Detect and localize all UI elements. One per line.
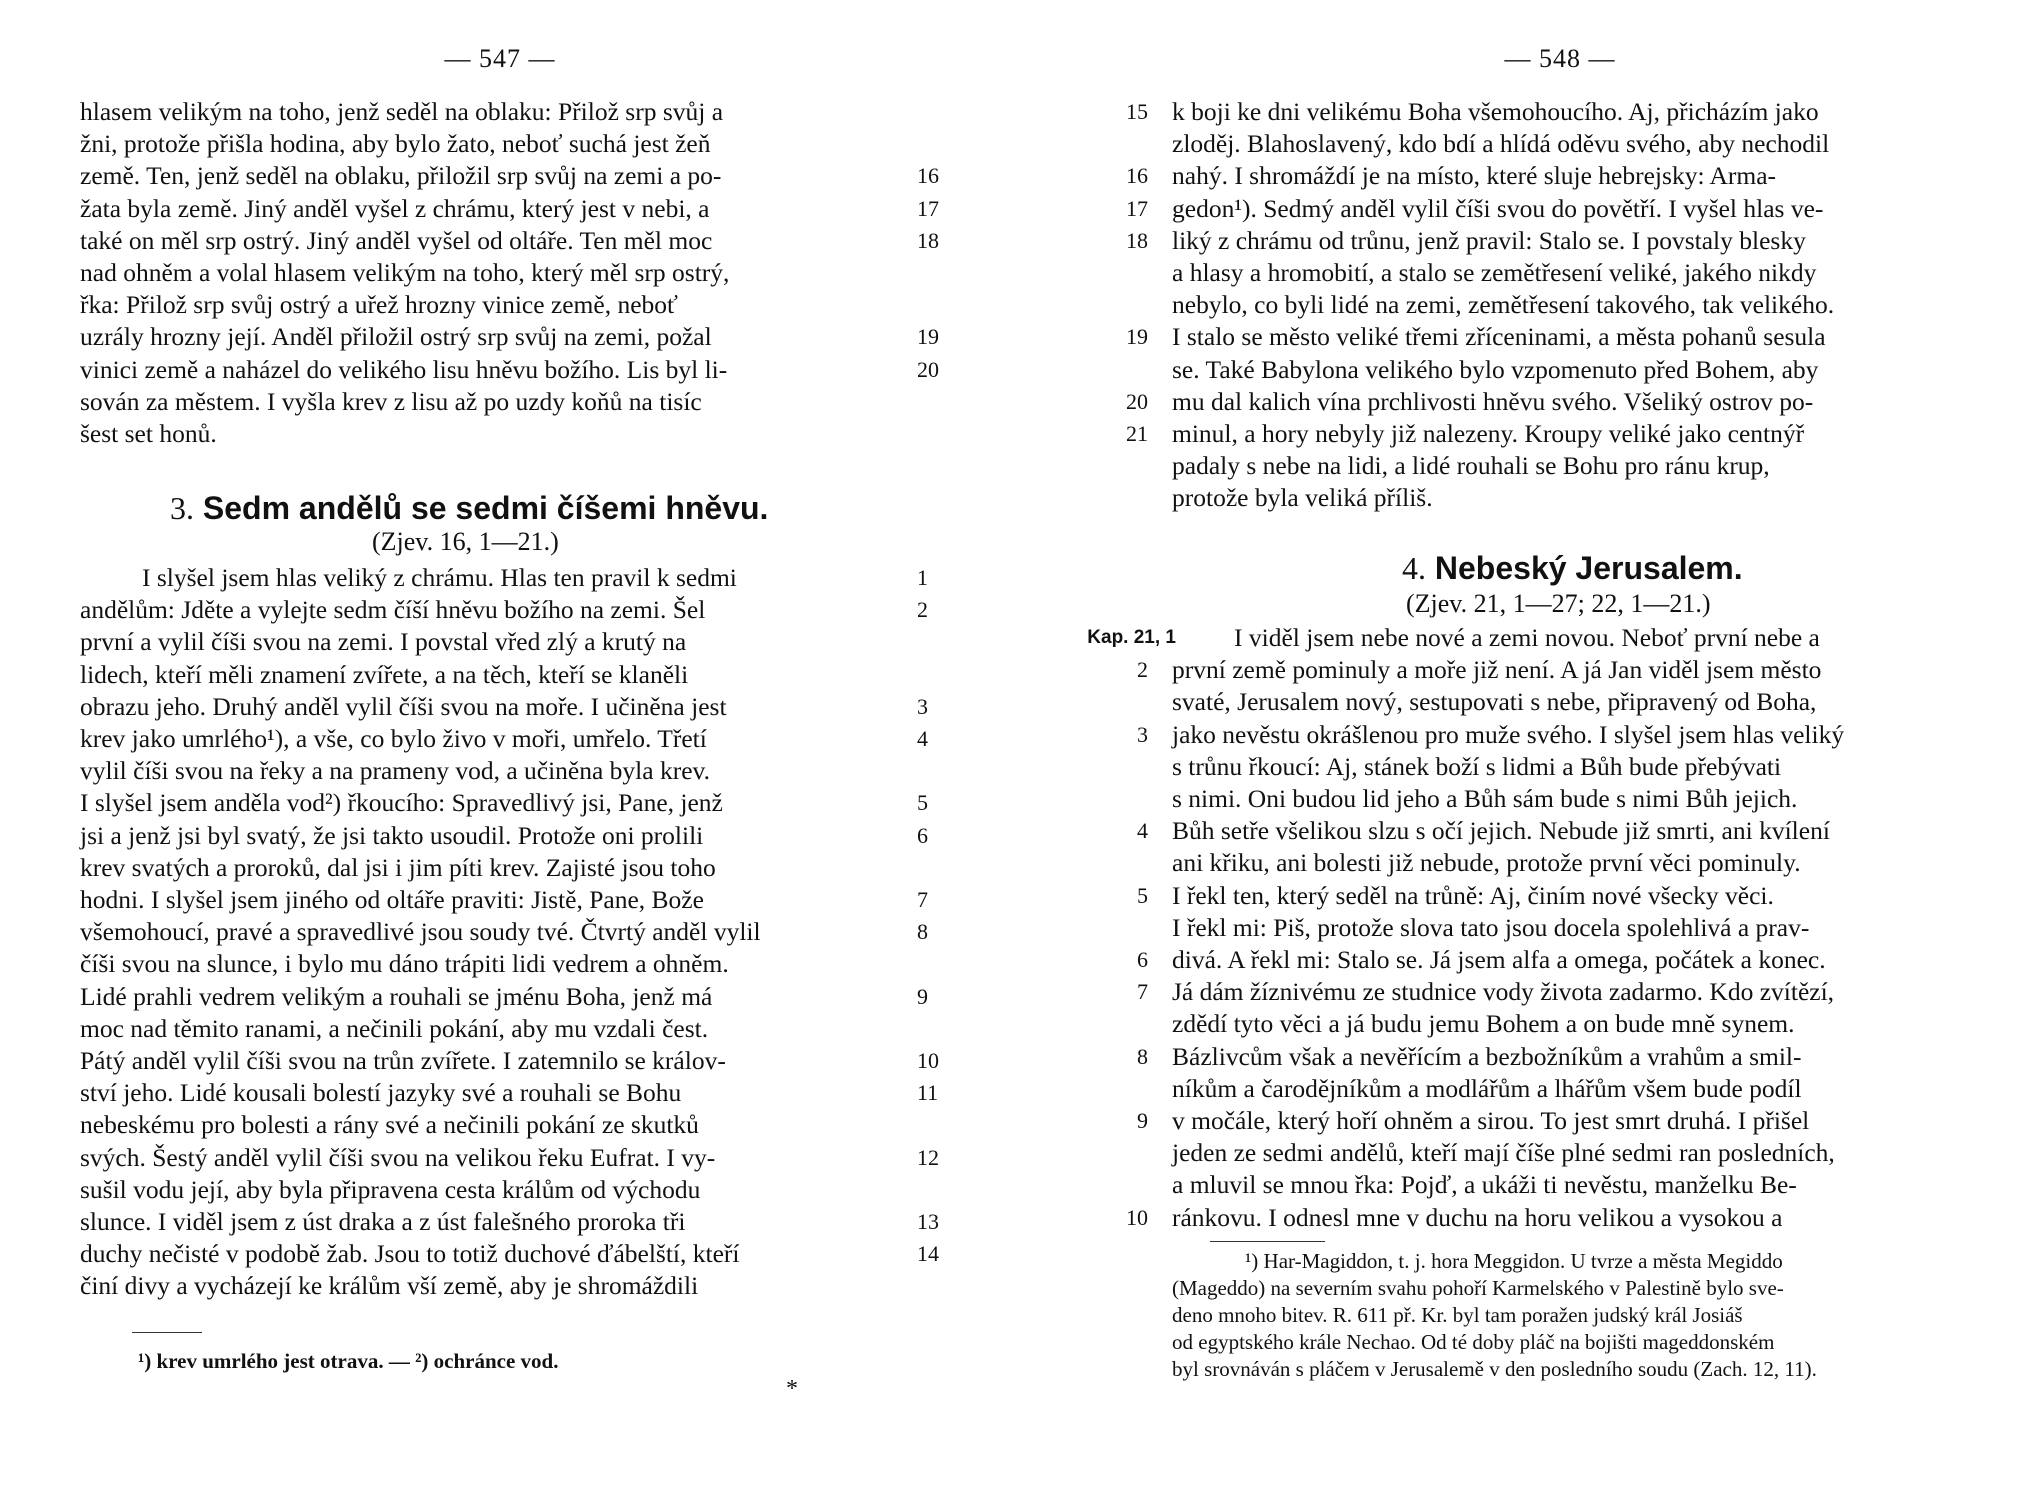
verse-number: 8	[917, 919, 928, 945]
chapter-marker: Kap. 21, 1	[1087, 627, 1176, 648]
text-line: ránkovu. I odnesl mne v duchu na horu velikou a vysokou a	[1172, 1202, 1783, 1232]
text-line: níkům a čarodějníkům a modlářům a lhářům všem bude podíl	[1172, 1073, 1802, 1103]
text-line: nahý. I shromáždí je na místo, které sluje hebrejsky: Arma-	[1172, 161, 1777, 191]
verse-number: 7	[1137, 979, 1148, 1005]
verse-number: 18	[917, 227, 939, 253]
right-page	[1010, 0, 2020, 1500]
text-line: nebeskému pro bolesti a rány své a nečinili pokání ze skutků	[80, 1110, 699, 1140]
verse-number: 12	[917, 1144, 939, 1170]
text-line: nebylo, co byli lidé na zemi, zemětřesení takového, tak velikého.	[1172, 290, 1835, 320]
verse-number: 16	[1126, 163, 1148, 189]
verse-number: 19	[1126, 324, 1148, 350]
verse-number: 13	[917, 1209, 939, 1234]
text-line: číši svou na slunce, i bylo mu dáno trápiti lidi vedrem a ohněm.	[80, 949, 729, 979]
text-line: mu dal kalich vína prchlivosti hněvu svého. Všeliký ostrov po-	[1172, 386, 1814, 416]
text-line: krev jako umrlého¹), a vše, co bylo živo v moři, umřelo. Třetí	[80, 724, 707, 753]
text-line: země. Ten, jenž seděl na oblaku, přiložil srp svůj na zemi a po-	[80, 161, 722, 191]
text-line: protože byla veliká příliš.	[1172, 483, 1433, 513]
section-subheading: (Zjev. 16, 1—21.)	[372, 527, 559, 556]
text-line: jsi a jenž jsi byl svatý, že jsi takto usoudil. Protože oni prolili	[80, 820, 704, 850]
text-line: řka: Přilož srp svůj ostrý a uřež hrozny vinice země, neboť	[80, 290, 678, 320]
verse-number: 14	[917, 1241, 939, 1267]
text-line: slunce. I viděl jsem z úst draka a z úst falešného proroka tři	[80, 1207, 686, 1236]
page-number-548: — 548 —	[1504, 44, 1616, 73]
verse-number: 8	[1137, 1043, 1148, 1069]
text-line: I slyšel jsem hlas veliký z chrámu. Hlas ten pravil k sedmi	[142, 563, 737, 592]
verse-number: 21	[1126, 421, 1148, 446]
text-line: divá. A řekl mi: Stalo se. Já jsem alfa a omega, počátek a konec.	[1172, 945, 1826, 974]
text-line: žni, protože přišla hodina, aby bylo žato, neboť suchá jest žeň	[80, 129, 711, 159]
section-subheading: (Zjev. 21, 1—27; 22, 1—21.)	[1406, 589, 1711, 618]
verse-number: 6	[1137, 947, 1148, 972]
text-line: hlasem velikým na toho, jenž seděl na oblaku: Přilož srp svůj a	[80, 97, 724, 126]
text-line: v močále, který hoří ohněm a sirou. To jest smrt druhá. I přišel	[1172, 1106, 1810, 1135]
verse-number: 20	[1126, 388, 1148, 414]
text-line: také on měl srp ostrý. Jiný anděl vyšel od oltáře. Ten měl moc	[80, 225, 713, 255]
text-line: Lidé prahli vedrem velikým a rouhali se jménu Boha, jenž má	[80, 981, 713, 1011]
footnote-rule	[1210, 1241, 1325, 1242]
verse-number: 10	[917, 1048, 939, 1073]
footnote-line: deno mnoho bitev. R. 611 př. Kr. byl tam poražen judský král Josiáš	[1172, 1303, 1743, 1327]
text-line: obrazu jeho. Druhý anděl vylil číši svou na moře. I učiněna jest	[80, 691, 727, 721]
verse-number: 10	[1126, 1204, 1148, 1230]
verse-number: 15	[1126, 99, 1148, 124]
footnote-left: ¹) krev umrlého jest otrava. — ²) ochránce vod.	[138, 1349, 559, 1373]
text-line: nad ohněm a volal hlasem velikým na toho, který měl srp ostrý,	[80, 258, 730, 287]
verse-number: 1	[917, 565, 928, 590]
verse-number: 9	[917, 983, 928, 1009]
text-line: jeden ze sedmi andělů, kteří mají číše plné sedmi ran posledních,	[1172, 1138, 1835, 1168]
verse-number: 11	[917, 1080, 939, 1106]
text-line: I viděl jsem nebe nové a zemi novou. Neboť první nebe a	[1234, 623, 1820, 652]
verse-number: 17	[917, 195, 939, 221]
text-line: moc nad těmito ranami, a nečinili pokání, aby mu vzdali čest.	[80, 1013, 709, 1043]
text-line: žata byla země. Jiný anděl vyšel z chrámu, který jest v nebi, a	[80, 193, 710, 223]
text-line: lidech, kteří měli znamení zvířete, a na těch, kteří se klaněli	[80, 659, 689, 689]
text-line: první země pominuly a moře již není. A já Jan viděl jsem město	[1172, 655, 1822, 685]
page-number-547: — 547 —	[444, 44, 556, 73]
text-line: ství jeho. Lidé kousali bolestí jazyky své a rouhali se Bohu	[80, 1078, 682, 1108]
text-line: minul, a hory nebyly již nalezeny. Kroupy veliké jako centnýř	[1172, 419, 1805, 448]
text-line: Bázlivcům však a nevěřícím a bezbožníkům a vrahům a smil-	[1172, 1041, 1802, 1071]
verse-number: 9	[1137, 1108, 1148, 1133]
verse-number: 5	[1137, 882, 1148, 908]
text-line: andělům: Jděte a vylejte sedm číší hněvu božího na zemi. Šel	[80, 595, 706, 625]
heading-title: Sedm andělů se sedmi číšemi hněvu.	[202, 490, 769, 526]
verse-number: 6	[917, 822, 928, 848]
verse-number: 19	[917, 324, 939, 350]
text-line: zloděj. Blahoslavený, kdo bdí a hlídá oděvu svého, aby nechodil	[1172, 129, 1830, 159]
verse-number: 2	[917, 597, 928, 623]
verse-number: 2	[1137, 657, 1148, 683]
text-line: svých. Šestý anděl vylil číši svou na velikou řeku Eufrat. I vy-	[80, 1142, 716, 1172]
text-line: a mluvil se mnou řka: Pojď, a ukáži ti nevěstu, manželku Be-	[1172, 1170, 1797, 1200]
text-line: Bůh setře všelikou slzu s očí jejich. Nebude již smrti, ani kvílení	[1172, 816, 1830, 846]
text-line: Já dám žíznivému ze studnice vody života zadarmo. Kdo zvítězí,	[1172, 977, 1835, 1007]
footnote-line: ¹) Har-Magiddon, t. j. hora Meggidon. U tvrze a města Megiddo	[1245, 1249, 1783, 1273]
text-line: první a vylil číši svou na zemi. I povstal vřed zlý a krutý na	[80, 627, 687, 657]
text-line: krev svatých a proroků, dal jsi i jim píti krev. Zajisté jsou toho	[80, 852, 716, 882]
section-heading-3	[170, 488, 768, 528]
page-end-star: *	[786, 1376, 798, 1402]
text-line: duchy nečisté v podobě žab. Jsou to totiž duchové ďábelští, kteří	[80, 1239, 740, 1269]
footnote-line: od egyptského krále Nechao. Od té doby pláč na bojišti mageddonském	[1172, 1330, 1775, 1354]
text-line: gedon¹). Sedmý anděl vylil číši svou do povětří. I vyšel hlas ve-	[1172, 193, 1824, 223]
text-line: sušil vodu její, aby byla připravena cesta králům od východu	[80, 1174, 701, 1204]
footnote-line: byl srovnáván s pláčem v Jerusalemě v den posledního soudu (Zach. 12, 11).	[1172, 1357, 1817, 1381]
verse-number: 20	[917, 356, 939, 382]
text-line: činí divy a vycházejí ke králům vší země, aby je shromáždili	[80, 1271, 699, 1301]
text-line: Pátý anděl vylil číši svou na trůn zvířete. I zatemnilo se králov-	[80, 1046, 726, 1075]
text-line: I stalo se město veliké třemi zříceninami, a města pohanů sesula	[1172, 322, 1826, 352]
text-line: uzrály hrozny její. Anděl přiložil ostrý srp svůj na zemi, požal	[80, 322, 712, 352]
verse-number: 18	[1126, 227, 1148, 253]
verse-number: 4	[917, 726, 928, 751]
text-line: šest set honů.	[80, 419, 217, 448]
verse-number: 4	[1137, 818, 1148, 844]
text-line: I řekl ten, který seděl na trůně: Aj, činím nové všecky věci.	[1172, 880, 1774, 910]
text-line: k boji ke dni velikému Boha všemohoucího. Aj, přicházím jako	[1172, 97, 1819, 126]
text-line: sován za městem. I vyšla krev z lisu až po uzdy koňů na tisíc	[80, 386, 702, 416]
text-line: všemohoucí, pravé a spravedlivé jsou soudy tvé. Čtvrtý anděl vylil	[80, 917, 761, 947]
heading-number: 4.	[1402, 550, 1426, 586]
heading-number: 3.	[170, 490, 194, 526]
text-line: I řekl mi: Piš, protože slova tato jsou docela spolehlivá a prav-	[1172, 912, 1810, 942]
text-line: padaly s nebe na lidi, a lidé rouhali se Bohu pro ránu krup,	[1172, 451, 1770, 481]
footnote-rule	[132, 1332, 202, 1333]
text-line: s trůnu řkoucí: Aj, stánek boží s lidmi a Bůh bude přebývati	[1172, 751, 1782, 781]
text-line: a hlasy a hromobití, a stalo se zemětřesení veliké, jakého nikdy	[1172, 258, 1817, 287]
text-line: se. Také Babylona velikého bylo vzpomenuto před Bohem, aby	[1172, 354, 1819, 384]
verse-number: 3	[917, 693, 928, 719]
footnote-line: (Mageddo) na severním svahu pohoří Karmelského v Palestině bylo sve-	[1172, 1276, 1784, 1300]
text-line: hodni. I slyšel jsem jiného od oltáře praviti: Jistě, Pane, Bože	[80, 885, 704, 914]
text-line: svaté, Jerusalem nový, sestupovati s nebe, připravený od Boha,	[1172, 687, 1817, 717]
heading-title: Nebeský Jerusalem.	[1434, 550, 1743, 586]
verse-number: 3	[1137, 721, 1148, 747]
text-line: I slyšel jsem anděla vod²) řkoucího: Spravedlivý jsi, Pane, jenž	[80, 788, 723, 818]
text-line: liký z chrámu od trůnu, jenž pravil: Stalo se. I povstaly blesky	[1172, 225, 1806, 255]
section-heading-4	[1402, 548, 1743, 588]
text-line: ani křiku, ani bolesti již nebude, protože první věci pominuly.	[1172, 848, 1801, 878]
verse-number: 16	[917, 163, 939, 189]
verse-number: 7	[917, 887, 928, 912]
text-line: vinici země a naházel do velikého lisu hněvu božího. Lis byl li-	[80, 354, 728, 384]
text-line: s nimi. Oni budou lid jeho a Bůh sám bude s nimi Bůh jejich.	[1172, 784, 1798, 813]
text-line: jako nevěstu okrášlenou pro muže svého. I slyšel jsem hlas veliký	[1172, 719, 1845, 749]
text-line: zdědí tyto věci a já budu jemu Bohem a on bude mně synem.	[1172, 1009, 1795, 1039]
verse-number: 5	[917, 790, 928, 816]
text-line: vylil číši svou na řeky a na prameny vod, a učiněna byla krev.	[80, 756, 710, 786]
verse-number: 17	[1126, 195, 1148, 221]
